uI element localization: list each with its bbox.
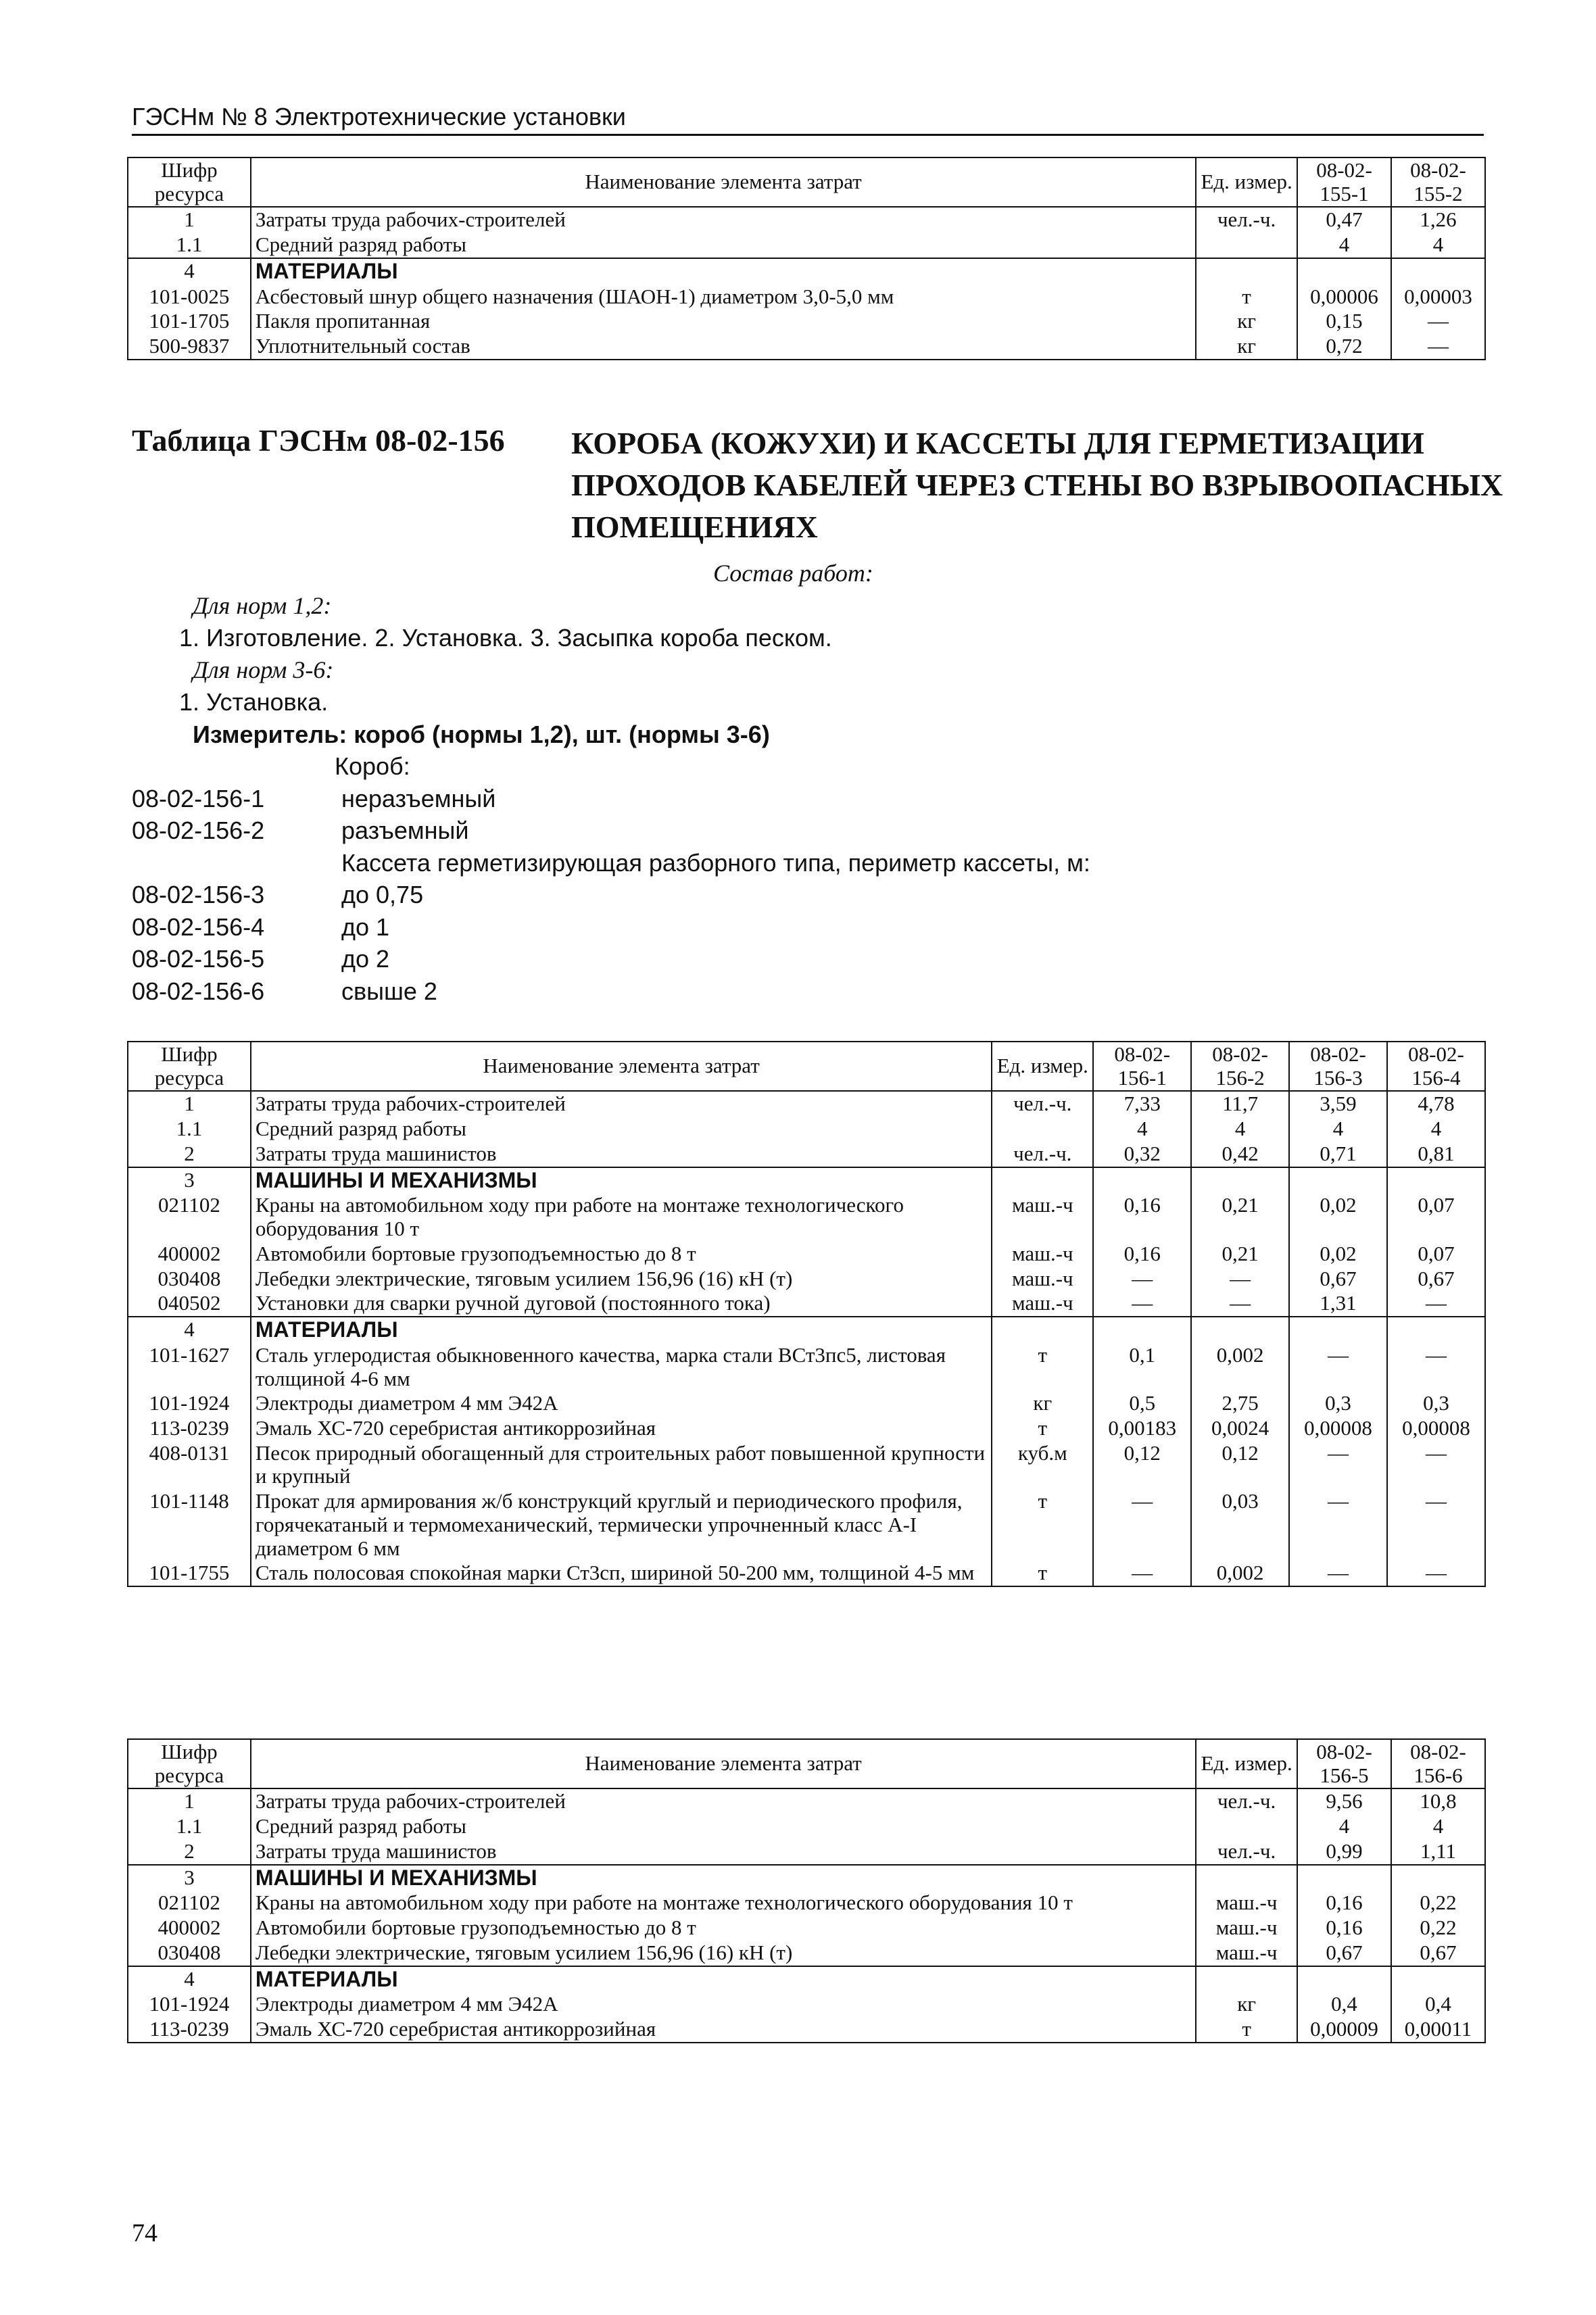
unit-of-measure: т — [992, 1489, 1093, 1561]
column-header-name: Наименование элемента затрат — [251, 1739, 1196, 1788]
norm-description: до 1 — [341, 912, 390, 941]
resource-name: Лебедки электрические, тяговым усилием 156,96 (16) кН (т) — [251, 1267, 992, 1292]
norm-value: 2,75 — [1191, 1391, 1289, 1416]
norm-value: 0,00011 — [1391, 2017, 1485, 2043]
norm-item — [132, 814, 1416, 847]
resource-name: Сталь углеродистая обыкновенного качества, марка стали ВСт3пс5, листовая толщиной 4-6 мм — [251, 1343, 992, 1391]
norm-value: — — [1387, 1291, 1485, 1317]
norm-value: 0,15 — [1297, 309, 1391, 334]
norm-value: 0,00009 — [1297, 2017, 1391, 2043]
resource-code: 101-1148 — [128, 1489, 251, 1561]
norm-item — [132, 911, 1416, 944]
resource-name: МАШИНЫ И МЕХАНИЗМЫ — [251, 1167, 992, 1194]
resource-name: Уплотнительный состав — [251, 334, 1196, 360]
resource-name: Эмаль ХС-720 серебристая антикоррозийная — [251, 2017, 1196, 2043]
resource-name: МАШИНЫ И МЕХАНИЗМЫ — [251, 1865, 1196, 1891]
section-row — [128, 1167, 1485, 1194]
resource-name: Затраты труда машинистов — [251, 1142, 992, 1167]
unit-of-measure: т — [992, 1561, 1093, 1586]
norm-value — [1387, 1317, 1485, 1343]
resource-code: 1.1 — [128, 1117, 251, 1142]
norm-value: 0,21 — [1191, 1242, 1289, 1267]
unit-of-measure: кг — [1196, 309, 1297, 334]
resource-name: Краны на автомобильном ходу при работе на монтаже технологического оборудования 10 т — [251, 1891, 1196, 1916]
resource-code: 1 — [128, 1788, 251, 1814]
unit-of-measure: т — [992, 1416, 1093, 1441]
resource-code: 3 — [128, 1865, 251, 1891]
resource-code: 101-1627 — [128, 1343, 251, 1391]
resource-code: 101-1705 — [128, 309, 251, 334]
norm-code: 08-02-156-6 — [132, 977, 265, 1005]
cassette-label: Кассета герметизирующая разборного типа, периметр кассеты, м: — [341, 848, 1090, 877]
unit-of-measure: чел.-ч. — [992, 1142, 1093, 1167]
norm-value: — — [1289, 1489, 1387, 1561]
resource-name: МАТЕРИАЛЫ — [251, 1317, 992, 1343]
norm-value: 0,00006 — [1297, 285, 1391, 310]
unit-of-measure: чел.-ч. — [992, 1091, 1093, 1117]
norm-value: 0,5 — [1093, 1391, 1191, 1416]
table-row — [128, 1242, 1485, 1267]
norm-value: — — [1387, 1343, 1485, 1391]
norm-description: разъемный — [341, 817, 469, 845]
resource-name: Асбестовый шнур общего назначения (ШАОН-1) диаметром 3,0-5,0 мм — [251, 285, 1196, 310]
resource-code: 1.1 — [128, 233, 251, 258]
resource-name: Средний разряд работы — [251, 1117, 992, 1142]
column-header-norm: 08-02-155-1 — [1297, 157, 1391, 207]
cost-table-156-1-4 — [127, 1041, 1486, 1587]
norm-value: 0,67 — [1391, 1941, 1485, 1966]
column-header-norm: 08-02-156-1 — [1093, 1042, 1191, 1091]
resource-code: 2 — [128, 1839, 251, 1865]
work-composition — [132, 558, 1416, 1007]
norm-value — [1093, 1317, 1191, 1343]
resource-name: Средний разряд работы — [251, 233, 1196, 258]
unit-of-measure: т — [992, 1343, 1093, 1391]
resource-name: Краны на автомобильном ходу при работе на монтаже технологического оборудования 10 т — [251, 1193, 992, 1241]
table-row — [128, 1416, 1485, 1441]
resource-code: 030408 — [128, 1941, 251, 1966]
unit-of-measure — [992, 1117, 1093, 1142]
resource-code: 4 — [128, 258, 251, 285]
unit-of-measure: маш.-ч — [1196, 1941, 1297, 1966]
table-row — [128, 1489, 1485, 1561]
norm-value: 0,02 — [1289, 1242, 1387, 1267]
norm-value: 0,4 — [1297, 1992, 1391, 2017]
resource-name: Электроды диаметром 4 мм Э42А — [251, 1391, 992, 1416]
norm-value: 4 — [1093, 1117, 1191, 1142]
unit-of-measure: т — [1196, 285, 1297, 310]
norm-value: 0,00008 — [1387, 1416, 1485, 1441]
norm-value: — — [1093, 1291, 1191, 1317]
column-header-norm: 08-02-156-5 — [1297, 1739, 1391, 1788]
norm-value: 0,16 — [1093, 1193, 1191, 1241]
table-row — [128, 1391, 1485, 1416]
resource-name: Затраты труда рабочих-строителей — [251, 1788, 1196, 1814]
norm-value: 0,00183 — [1093, 1416, 1191, 1441]
norm-value: 0,21 — [1191, 1193, 1289, 1241]
column-header-norm: 08-02-156-6 — [1391, 1739, 1485, 1788]
unit-of-measure: чел.-ч. — [1196, 1839, 1297, 1865]
section-row — [128, 1966, 1485, 1993]
column-header-name: Наименование элемента затрат — [251, 157, 1196, 207]
unit-of-measure — [1196, 1814, 1297, 1839]
resource-code: 4 — [128, 1317, 251, 1343]
resource-code: 021102 — [128, 1193, 251, 1241]
norm-value: — — [1289, 1343, 1387, 1391]
unit-of-measure: маш.-ч — [1196, 1916, 1297, 1941]
unit-of-measure: т — [1196, 2017, 1297, 2043]
resource-name: Затраты труда рабочих-строителей — [251, 1091, 992, 1117]
column-header-norm: 08-02-156-2 — [1191, 1042, 1289, 1091]
column-header-norm: 08-02-155-2 — [1391, 157, 1485, 207]
norm-description: неразъемный — [341, 784, 496, 812]
norm-value: — — [1289, 1561, 1387, 1586]
norm-value: 9,56 — [1297, 1788, 1391, 1814]
table-row — [128, 1117, 1485, 1142]
resource-name: Затраты труда машинистов — [251, 1839, 1196, 1865]
norm-value — [1391, 1966, 1485, 1993]
norms-group-label: Для норм 3-6: — [193, 656, 334, 683]
unit-of-measure: чел.-ч. — [1196, 207, 1297, 233]
unit-of-measure: куб.м — [992, 1441, 1093, 1489]
resource-code: 101-0025 — [128, 285, 251, 310]
norm-value: 4 — [1297, 233, 1391, 258]
table-row — [128, 2017, 1485, 2043]
unit-of-measure: маш.-ч — [992, 1193, 1093, 1241]
section-row — [128, 1317, 1485, 1343]
norm-value — [1191, 1167, 1289, 1194]
table-row — [128, 1291, 1485, 1317]
norm-value: 0,03 — [1191, 1489, 1289, 1561]
unit-of-measure: маш.-ч — [1196, 1891, 1297, 1916]
table-row — [128, 207, 1485, 233]
norm-value: 0,67 — [1289, 1267, 1387, 1292]
column-header-norm: 08-02-156-3 — [1289, 1042, 1387, 1091]
resource-code: 021102 — [128, 1891, 251, 1916]
column-header-unit: Ед. измер. — [1196, 1739, 1297, 1788]
resource-name: Автомобили бортовые грузоподъемностью до 8 т — [251, 1916, 1196, 1941]
table-row — [128, 1193, 1485, 1241]
table-row — [128, 1788, 1485, 1814]
norm-code: 08-02-156-2 — [132, 817, 265, 845]
page-number: 74 — [132, 2219, 158, 2247]
resource-name: МАТЕРИАЛЫ — [251, 258, 1196, 285]
column-header-code: Шифр ресурса — [128, 1739, 251, 1788]
norms-group-label: Для норм 1,2: — [193, 591, 332, 619]
norm-value — [1391, 258, 1485, 285]
norm-value — [1391, 1865, 1485, 1891]
resource-name: Автомобили бортовые грузоподъемностью до 8 т — [251, 1242, 992, 1267]
norm-value: 0,47 — [1297, 207, 1391, 233]
norm-value: 0,71 — [1289, 1142, 1387, 1167]
resource-code: 2 — [128, 1142, 251, 1167]
norm-value — [1191, 1317, 1289, 1343]
norm-value: 0,3 — [1289, 1391, 1387, 1416]
norm-value — [1289, 1317, 1387, 1343]
norm-value: 11,7 — [1191, 1091, 1289, 1117]
norm-value: 3,59 — [1289, 1091, 1387, 1117]
table-row — [128, 1941, 1485, 1966]
norm-value: 0,4 — [1391, 1992, 1485, 2017]
resource-code: 1 — [128, 207, 251, 233]
norm-value: 0,81 — [1387, 1142, 1485, 1167]
resource-name: Затраты труда рабочих-строителей — [251, 207, 1196, 233]
norm-value — [1297, 1966, 1391, 1993]
norm-value: 4 — [1391, 233, 1485, 258]
resource-code: 113-0239 — [128, 1416, 251, 1441]
table-row — [128, 1992, 1485, 2017]
norm-value: 0,12 — [1191, 1441, 1289, 1489]
norm-code: 08-02-156-4 — [132, 912, 265, 941]
table-row — [128, 1561, 1485, 1586]
resource-name: Песок природный обогащенный для строительных работ повышенной крупности и крупный — [251, 1441, 992, 1489]
resource-code: 400002 — [128, 1916, 251, 1941]
work-steps: 1. Изготовление. 2. Установка. 3. Засыпка короба песком. — [179, 624, 832, 652]
cost-table-156-5-6 — [127, 1738, 1486, 2043]
resource-code: 3 — [128, 1167, 251, 1194]
norm-value: — — [1387, 1441, 1485, 1489]
norm-value: 0,3 — [1387, 1391, 1485, 1416]
norm-description: свыше 2 — [341, 977, 437, 1005]
norm-value: 7,33 — [1093, 1091, 1191, 1117]
norm-value: 0,02 — [1289, 1193, 1387, 1241]
resource-code: 101-1755 — [128, 1561, 251, 1586]
unit-of-measure: маш.-ч — [992, 1242, 1093, 1267]
table-row — [128, 309, 1485, 334]
norm-value: 0,32 — [1093, 1142, 1191, 1167]
table-row — [128, 1839, 1485, 1865]
resource-code: 030408 — [128, 1267, 251, 1292]
resource-name: Установки для сварки ручной дуговой (постоянного тока) — [251, 1291, 992, 1317]
norm-value: 10,8 — [1391, 1788, 1485, 1814]
norm-item — [132, 943, 1416, 975]
unit-of-measure: маш.-ч — [992, 1291, 1093, 1317]
resource-code: 408-0131 — [128, 1441, 251, 1489]
table-row — [128, 1441, 1485, 1489]
norm-value: 4 — [1297, 1814, 1391, 1839]
norm-value: 0,67 — [1387, 1267, 1485, 1292]
table-row — [128, 1343, 1485, 1391]
norm-value: 0,72 — [1297, 334, 1391, 360]
norm-item — [132, 783, 1416, 815]
resource-code: 400002 — [128, 1242, 251, 1267]
resource-code: 113-0239 — [128, 2017, 251, 2043]
norm-value: 0,42 — [1191, 1142, 1289, 1167]
norm-description: до 2 — [341, 945, 390, 973]
resource-name: Эмаль ХС-720 серебристая антикоррозийная — [251, 1416, 992, 1441]
norm-value: 0,00003 — [1391, 285, 1485, 310]
norm-value: — — [1191, 1291, 1289, 1317]
norm-item — [132, 879, 1416, 911]
resource-name: Пакля пропитанная — [251, 309, 1196, 334]
table-row — [128, 1891, 1485, 1916]
section-row — [128, 258, 1485, 285]
norm-value — [1093, 1167, 1191, 1194]
measure-unit: Измеритель: короб (нормы 1,2), шт. (нормы 3-6) — [193, 720, 770, 748]
norm-value: 0,00008 — [1289, 1416, 1387, 1441]
norm-value: — — [1191, 1267, 1289, 1292]
column-header-code: Шифр ресурса — [128, 1042, 251, 1091]
resource-name: МАТЕРИАЛЫ — [251, 1966, 1196, 1993]
section-row — [128, 1865, 1485, 1891]
resource-name: Лебедки электрические, тяговым усилием 156,96 (16) кН (т) — [251, 1941, 1196, 1966]
column-header-code: Шифр ресурса — [128, 157, 251, 207]
norm-value: 0,002 — [1191, 1561, 1289, 1586]
norm-code: 08-02-156-5 — [132, 945, 265, 973]
unit-of-measure: чел.-ч. — [1196, 1788, 1297, 1814]
work-steps: 1. Установка. — [179, 688, 329, 716]
norm-value: 0,1 — [1093, 1343, 1191, 1391]
norm-value: 0,16 — [1297, 1891, 1391, 1916]
resource-code: 101-1924 — [128, 1391, 251, 1416]
norm-value — [1297, 1865, 1391, 1891]
norm-value: — — [1093, 1561, 1191, 1586]
resource-code: 1 — [128, 1091, 251, 1117]
resource-code: 101-1924 — [128, 1992, 251, 2017]
box-label: Короб: — [335, 752, 410, 781]
norm-value: — — [1391, 334, 1485, 360]
norm-value: — — [1387, 1561, 1485, 1586]
norm-value: 0,07 — [1387, 1193, 1485, 1241]
norm-value: 0,22 — [1391, 1891, 1485, 1916]
norm-value: 0,16 — [1093, 1242, 1191, 1267]
resource-code: 1.1 — [128, 1814, 251, 1839]
norm-value: 0,002 — [1191, 1343, 1289, 1391]
table-row — [128, 1142, 1485, 1167]
table-row — [128, 285, 1485, 310]
resource-name: Электроды диаметром 4 мм Э42А — [251, 1992, 1196, 2017]
norm-value: — — [1391, 309, 1485, 334]
unit-of-measure — [992, 1317, 1093, 1343]
norm-item — [132, 975, 1416, 1008]
norm-value: 0,0024 — [1191, 1416, 1289, 1441]
norm-value: 0,99 — [1297, 1839, 1391, 1865]
resource-code: 500-9837 — [128, 334, 251, 360]
unit-of-measure: кг — [992, 1391, 1093, 1416]
norm-code: 08-02-156-3 — [132, 881, 265, 909]
unit-of-measure — [1196, 1966, 1297, 1993]
norm-value: 1,11 — [1391, 1839, 1485, 1865]
table-label: Таблица ГЭСНм 08-02-156 — [132, 423, 505, 458]
norm-description: до 0,75 — [341, 881, 424, 909]
page-header: ГЭСНм № 8 Электротехнические установки — [132, 103, 1484, 136]
norm-value: 0,22 — [1391, 1916, 1485, 1941]
table-row — [128, 1267, 1485, 1292]
norm-code: 08-02-156-1 — [132, 784, 265, 812]
norm-value: 0,12 — [1093, 1441, 1191, 1489]
norm-value: 4,78 — [1387, 1091, 1485, 1117]
resource-name: Прокат для армирования ж/б конструкций круглый и периодического профиля, горячекатаный и термомеханический, термически упрочненный класс А-I диаметром 6 мм — [251, 1489, 992, 1561]
unit-of-measure: кг — [1196, 1992, 1297, 2017]
table-row — [128, 233, 1485, 258]
table-heading: КОРОБА (КОЖУХИ) И КАССЕТЫ ДЛЯ ГЕРМЕТИЗАЦИИ ПРОХОДОВ КАБЕЛЕЙ ЧЕРЕЗ СТЕНЫ ВО ВЗРЫВООПАСНЫХ ПОМЕЩЕНИЯХ — [571, 426, 1503, 545]
unit-of-measure: кг — [1196, 334, 1297, 360]
unit-of-measure: маш.-ч — [992, 1267, 1093, 1292]
resource-name: Средний разряд работы — [251, 1814, 1196, 1839]
norm-value: 4 — [1387, 1117, 1485, 1142]
column-header-unit: Ед. измер. — [1196, 157, 1297, 207]
norm-value: 4 — [1289, 1117, 1387, 1142]
norm-value — [1289, 1167, 1387, 1194]
table-row — [128, 1091, 1485, 1117]
table-row — [128, 1916, 1485, 1941]
norm-value: — — [1093, 1489, 1191, 1561]
norm-value: — — [1289, 1441, 1387, 1489]
column-header-unit: Ед. измер. — [992, 1042, 1093, 1091]
column-header-name: Наименование элемента затрат — [251, 1042, 992, 1091]
norm-value — [1297, 258, 1391, 285]
table-row — [128, 1814, 1485, 1839]
norm-value: 1,31 — [1289, 1291, 1387, 1317]
composition-heading: Состав работ: — [713, 560, 873, 587]
resource-name: Сталь полосовая спокойная марки Ст3сп, шириной 50-200 мм, толщиной 4-5 мм — [251, 1561, 992, 1586]
column-header-norm: 08-02-156-4 — [1387, 1042, 1485, 1091]
norm-value: 4 — [1391, 1814, 1485, 1839]
norm-value: — — [1387, 1489, 1485, 1561]
unit-of-measure — [1196, 258, 1297, 285]
norm-value: 0,67 — [1297, 1941, 1391, 1966]
norm-value: 0,07 — [1387, 1242, 1485, 1267]
resource-code: 040502 — [128, 1291, 251, 1317]
norm-value: — — [1093, 1267, 1191, 1292]
resource-code: 4 — [128, 1966, 251, 1993]
table-row — [128, 334, 1485, 360]
unit-of-measure — [992, 1167, 1093, 1194]
norm-value: 0,16 — [1297, 1916, 1391, 1941]
cost-table-155 — [127, 157, 1486, 360]
norm-value: 1,26 — [1391, 207, 1485, 233]
unit-of-measure — [1196, 1865, 1297, 1891]
norm-value — [1387, 1167, 1485, 1194]
norm-value: 4 — [1191, 1117, 1289, 1142]
unit-of-measure — [1196, 233, 1297, 258]
